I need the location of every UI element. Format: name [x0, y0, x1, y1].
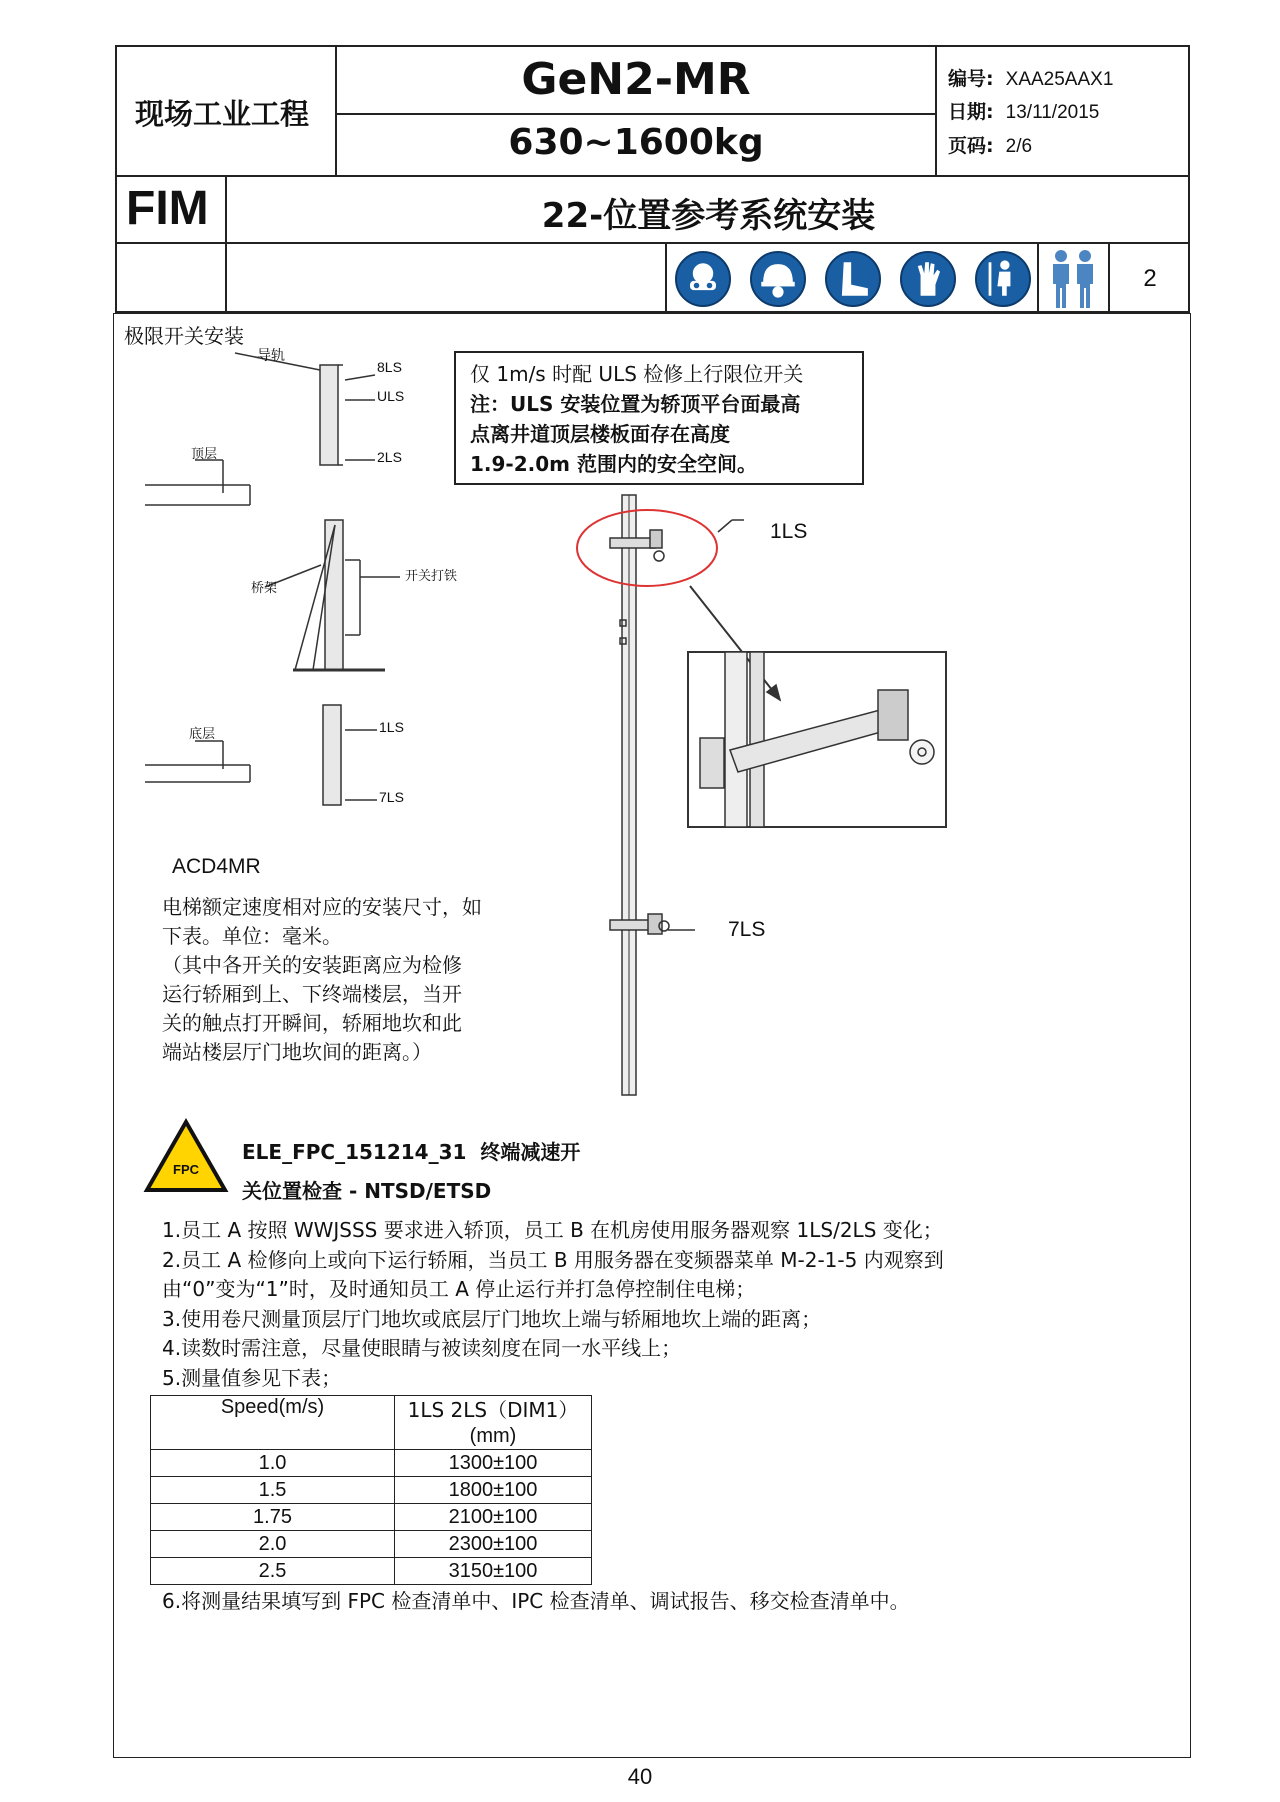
procedure-steps: [162, 1216, 944, 1393]
doc-number: 编号: XAA25AAX1: [948, 68, 1114, 90]
speed-header: Speed(m/s): [151, 1396, 395, 1450]
table-row: 1.75 2100±100: [151, 1504, 592, 1531]
step-3: 3.使用卷尺测量顶层厅门地坎或底层厅门地坎上端与轿厢地坎上端的距离；: [162, 1306, 822, 1331]
speed-dimension-table: [150, 1395, 592, 1585]
uls-note-box: [454, 351, 864, 485]
note-line-2: 注：ULS 安装位置为轿顶平台面最高: [470, 392, 801, 416]
label-7ls: 7LS: [728, 918, 766, 941]
page-number: 40: [627, 1764, 653, 1789]
note-line-3: 点离井道顶层楼板面存在高度: [470, 422, 730, 446]
fpc-badge: FPC: [173, 1162, 199, 1177]
step-6: 6.将测量结果填写到 FPC 检查清单中、IPC 检查清单、调试报告、移交检查清单中。: [162, 1589, 910, 1613]
table-header-row: [151, 1396, 592, 1450]
label-8ls: 8LS: [377, 359, 402, 375]
rail-label: 导轨: [257, 348, 285, 364]
goggles-icon: [675, 251, 731, 307]
step-4: 4.读数时需注意，尽量使眼睛与被读刻度在同一水平线上；: [162, 1336, 682, 1360]
fpc-title-clip: [242, 1175, 562, 1203]
table-row: 2.0 2300±100: [151, 1531, 592, 1558]
fpc-title-line2: 关位置检查 - NTSD/ETSD: [242, 1179, 492, 1203]
section-title: 22-位置参考系统安装: [541, 196, 876, 236]
table-row: 2.5 3150±100: [151, 1558, 592, 1585]
bracket-label: 桥架: [251, 581, 278, 596]
safety-boots-icon: [825, 251, 881, 307]
bottom-floor-label: 底层: [189, 727, 216, 742]
table-row: 1.5 1800±100: [151, 1477, 592, 1504]
step-2: 2.员工 A 检修向上或向下运行轿厢，当员工 B 用服务器在变频器菜单 M-2-1-5 内观察到: [162, 1247, 944, 1272]
model-title: GeN2-MR: [521, 54, 751, 105]
staff-count: 2: [1143, 265, 1157, 292]
gloves-icon: [900, 251, 956, 307]
cam-label: 开关打铁: [405, 569, 458, 584]
install-description: 电梯额定速度相对应的安装尺寸，如 下表。单位：毫米。 （其中各开关的安装距离应为检修 运行轿厢到上、下终端楼层，当开 关的触点打开瞬间，轿厢地坎和此 端站楼层厅门地坎间的距离。）: [162, 895, 482, 1064]
section-code: FIM: [126, 182, 209, 235]
doc-date: 日期: 13/11/2015: [948, 101, 1100, 123]
note-line-4: 1.9-2.0m 范围内的安全空间。: [470, 452, 757, 476]
helmet-icon: [750, 251, 806, 307]
model-caption: ACD4MR: [172, 855, 261, 878]
table-row: 1.0 1300±100: [151, 1450, 592, 1477]
capacity-title: 630~1600kg: [508, 122, 764, 163]
label-2ls: 2LS: [377, 449, 402, 465]
fpc-warning-icon: [145, 1120, 227, 1192]
note-line-1: 仅 1m/s 时配 ULS 检修上行限位开关: [470, 362, 804, 386]
switch-layout-drawing: [145, 345, 485, 825]
step-5: 5.测量值参见下表；: [162, 1365, 342, 1390]
doc-page: 页码: 2/6: [948, 135, 1033, 157]
step-2-cont: 由“0”变为“1”时，及时通知员工 A 停止运行并打急停控制住电梯；: [162, 1277, 756, 1301]
company-name: 现场工业工程: [135, 97, 310, 131]
section-heading: 极限开关安装: [124, 324, 244, 348]
step-1: 1.员工 A 按照 WWJSSS 要求进入轿顶，员工 B 在机房使用服务器观察 1LS/2LS 变化；: [162, 1218, 943, 1242]
fpc-title-line1: ELE_FPC_151214_31 终端减速开: [242, 1140, 581, 1164]
harness-icon: [975, 251, 1031, 307]
rail-switch-drawing: [560, 490, 960, 1100]
dim-header: 1LS 2LS（DIM1） (mm): [395, 1396, 592, 1450]
label-1ls: 1LS: [770, 520, 808, 543]
top-floor-label: 顶层: [191, 447, 218, 462]
label-7ls-small: 7LS: [379, 789, 404, 805]
label-1ls-small: 1LS: [379, 719, 404, 735]
two-workers-icon: [1045, 248, 1101, 310]
label-uls: ULS: [377, 388, 405, 404]
